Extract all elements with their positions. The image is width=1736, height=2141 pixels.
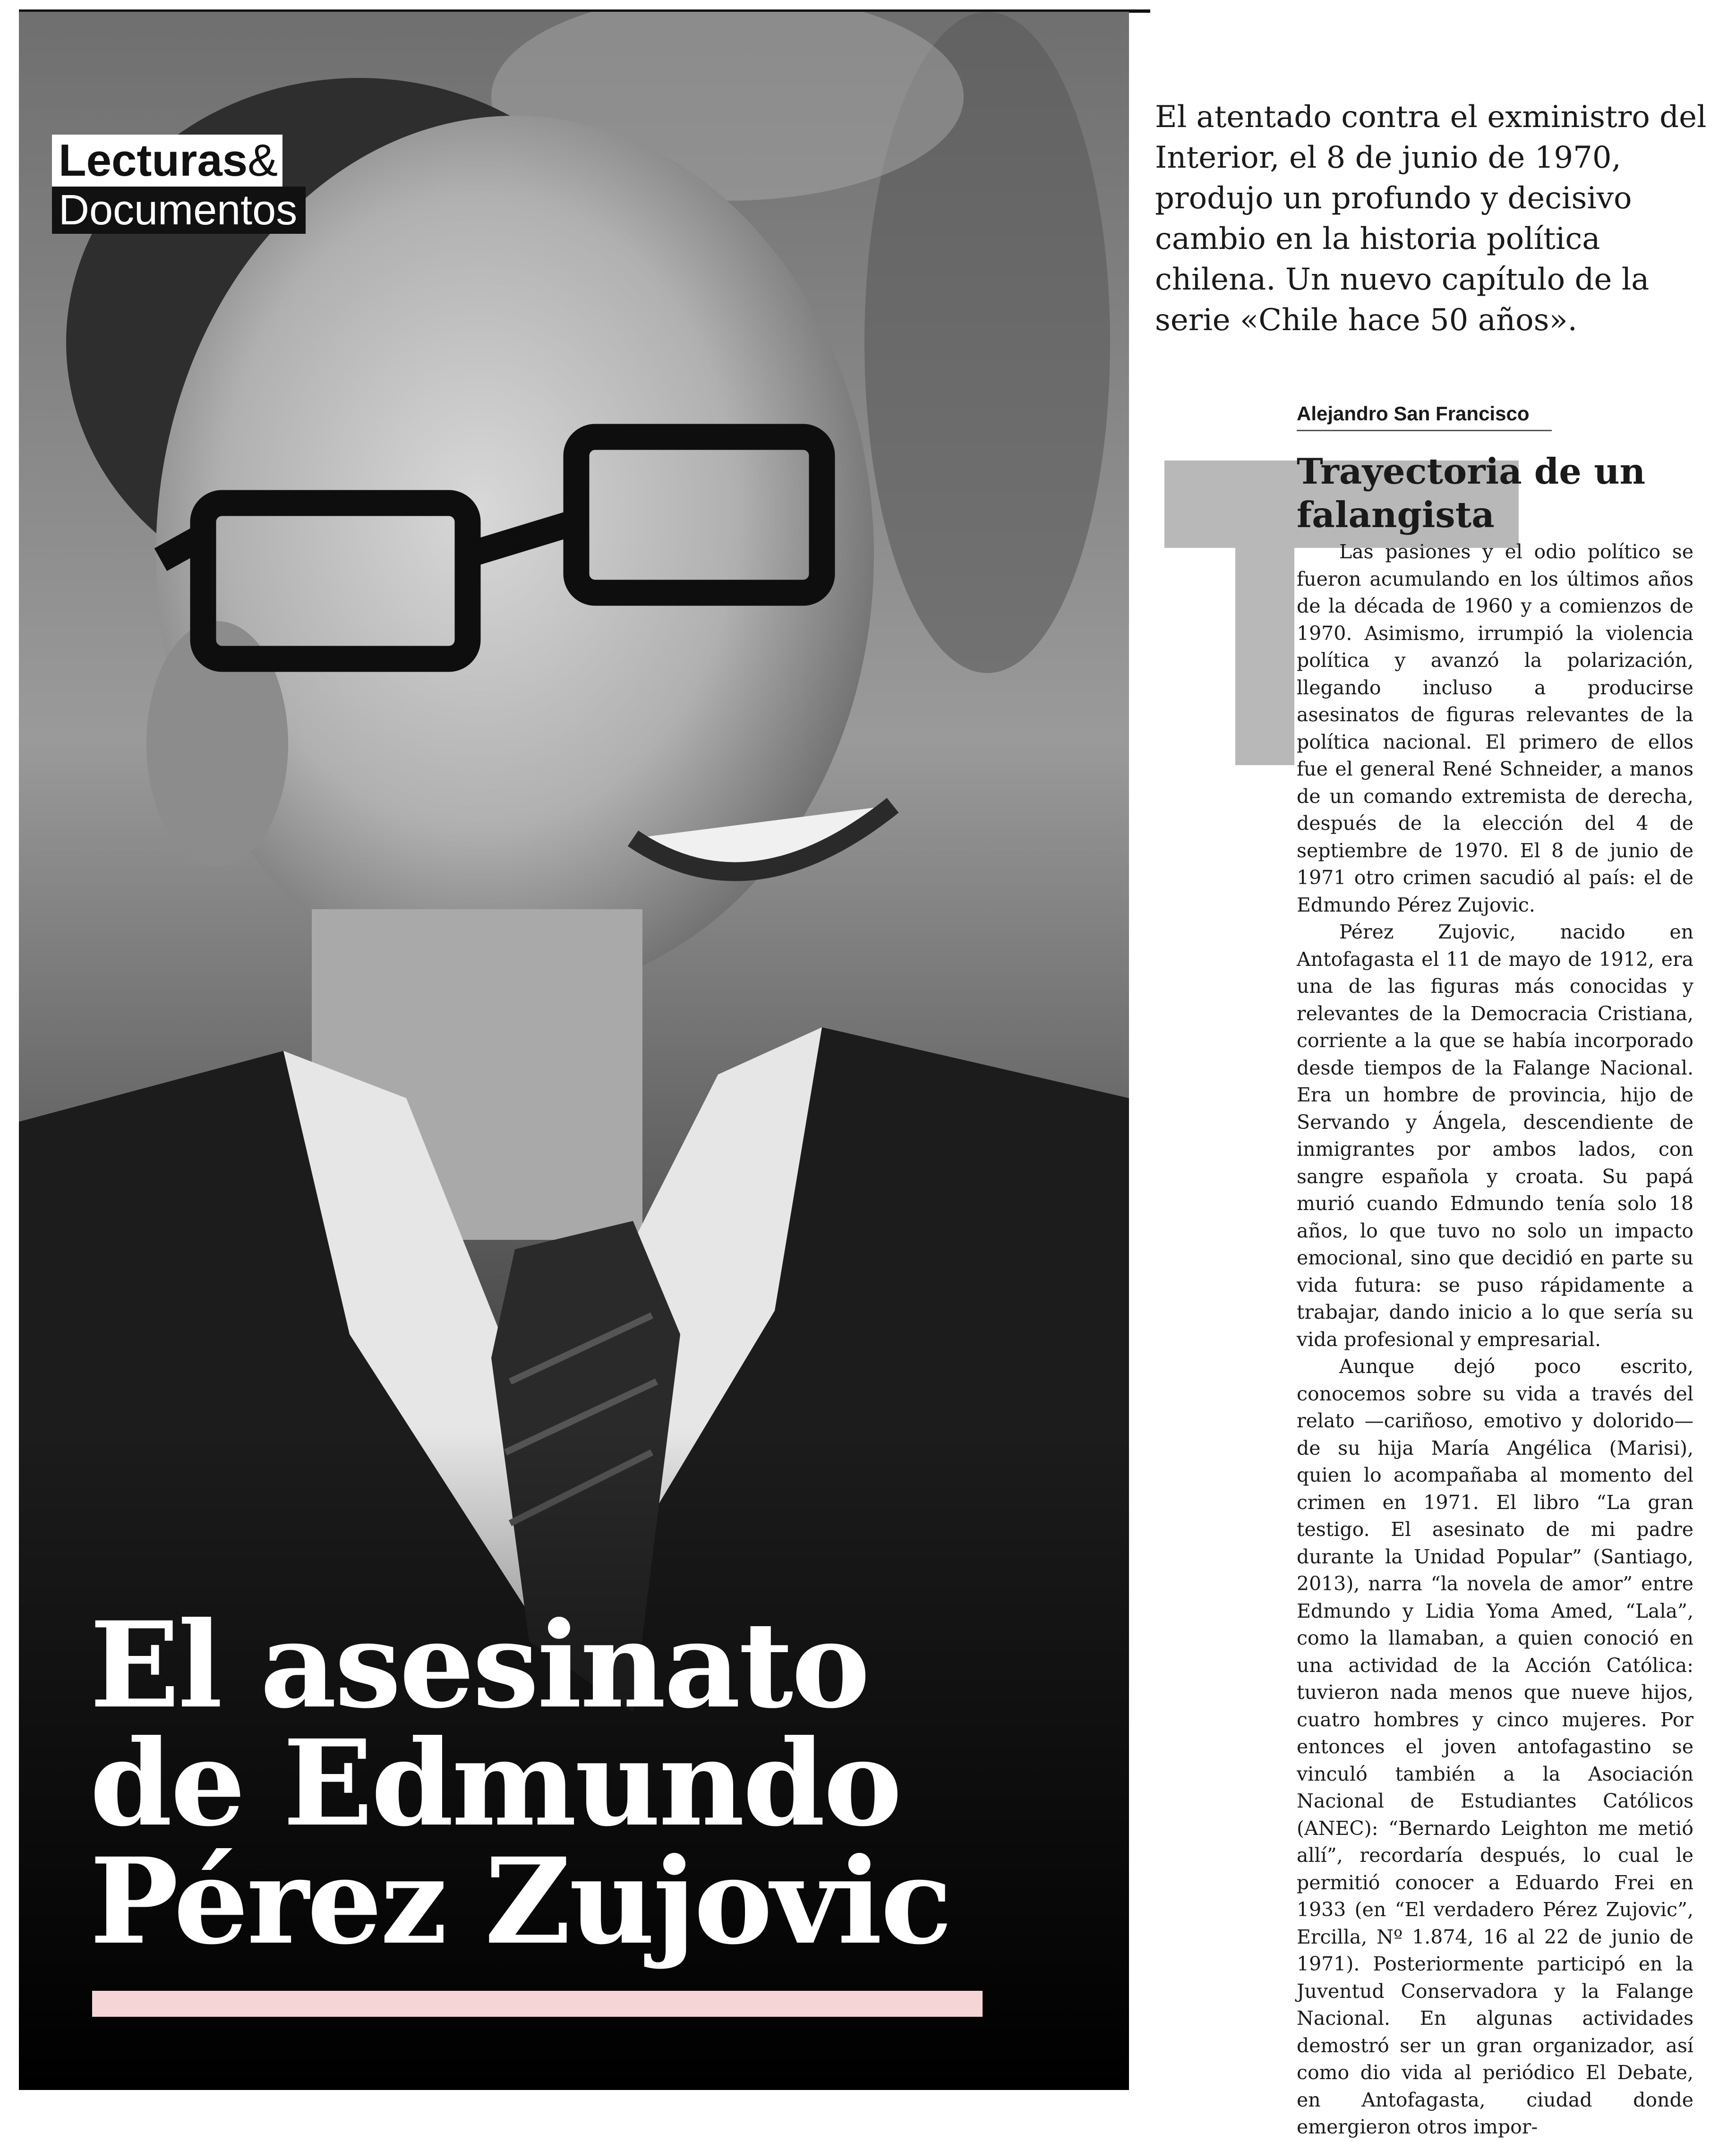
headline-line-2: de Edmundo bbox=[90, 1714, 900, 1852]
standfirst: El atentado contra el exministro del Interior, el 8 de junio de 1970, produjo un profundo y decisivo cambio en la historia política chilena. Un nuevo capítulo de la serie «Chile hace 50 años». bbox=[1155, 100, 1707, 338]
section-tag-word2: Documentos bbox=[52, 187, 306, 234]
body-paragraph: Las pasiones y el odio político se fueron acumulando en los últimos años de la década de 1960 y a comienzos de 1970. Asimismo, irrumpió la violencia política y avanzó la polarización, llegando incluso a producirse asesinatos de figuras relevantes de la política nacional. El primero de ellos fue el general René Schneider, a manos de un comando extremista de derecha, después de la elección del 4 de septiembre de 1970. El 8 de junio de 1971 otro crimen sacudió al país: el de Edmundo Pérez Zujovic. bbox=[1297, 540, 1693, 916]
accent-bar bbox=[92, 1991, 983, 2017]
headline bbox=[90, 1595, 1082, 1970]
section-tag bbox=[43, 135, 307, 234]
headline-line-3: Pérez Zujovic bbox=[90, 1832, 951, 1970]
portrait-photo bbox=[19, 12, 1129, 2090]
body-paragraph: Pérez Zujovic, nacido en Antofagasta el 11 de mayo de 1912, era una de las figuras más conocidas y relevantes de la Democracia Cristiana, corriente a la que se había incorporado desde tiempos de la Falange Nacional. Era un hombre de provincia, hijo de Servando y Ángela, descendiente de inmigrantes por ambos lados, con sangre española y croata. Su papá murió cuando Edmundo tenía solo 18 años, lo que tuvo no solo un impacto emocional, sino que decidió en parte su vida futura: se puso rápidamente a trabajar, dando inicio a lo que sería su vida profesional y empresarial. bbox=[1297, 921, 1693, 1351]
headline-line-1: El asesinato bbox=[90, 1595, 869, 1734]
subhead: Trayectoria de un falangista bbox=[1297, 451, 1646, 536]
byline: Alejandro San Francisco bbox=[1297, 401, 1552, 431]
body-paragraph: Aunque dejó poco escrito, conocemos sobre su vida a través del relato —cariñoso, emotivo y dolorido— de su hija María Angélica (Marisi), quien lo acompañaba al momento del crimen en 1971. El libro “La gran testigo. El asesinato de mi padre durante la Unidad Popular” (Santiago, 2013), narra “la novela de amor” entre Edmundo y Lidia Yoma Amed, “Lala”, como la llamaban, a quien conoció en una actividad de la Acción Católica: tuvieron nada menos que nueve hijos, cuatro hombres y cinco mujeres. Por entonces el joven antofagastino se vinculó también a la Asociación Nacional de Estudiantes Católicos (ANEC): “Bernardo Leighton me metió allí”, recordaría después, lo cual le permitió conocer a Eduardo Frei en 1933 (en “El verdadero Pérez Zujovic”, Ercilla, Nº 1.874, 16 al 22 de junio de 1971). Posteriormente participó en la Juventud Conservadora y la Falange Nacional. En algunas actividades demostró ser un gran organizador, así como dio vida al periódico El Debate, en Antofagasta, ciudad donde emergieron otros impor- bbox=[1297, 1355, 1693, 2138]
drop-cap-t-stem bbox=[1235, 548, 1294, 765]
article-body bbox=[1297, 538, 1693, 2141]
section-tag-word1: Lecturas& bbox=[52, 135, 282, 187]
